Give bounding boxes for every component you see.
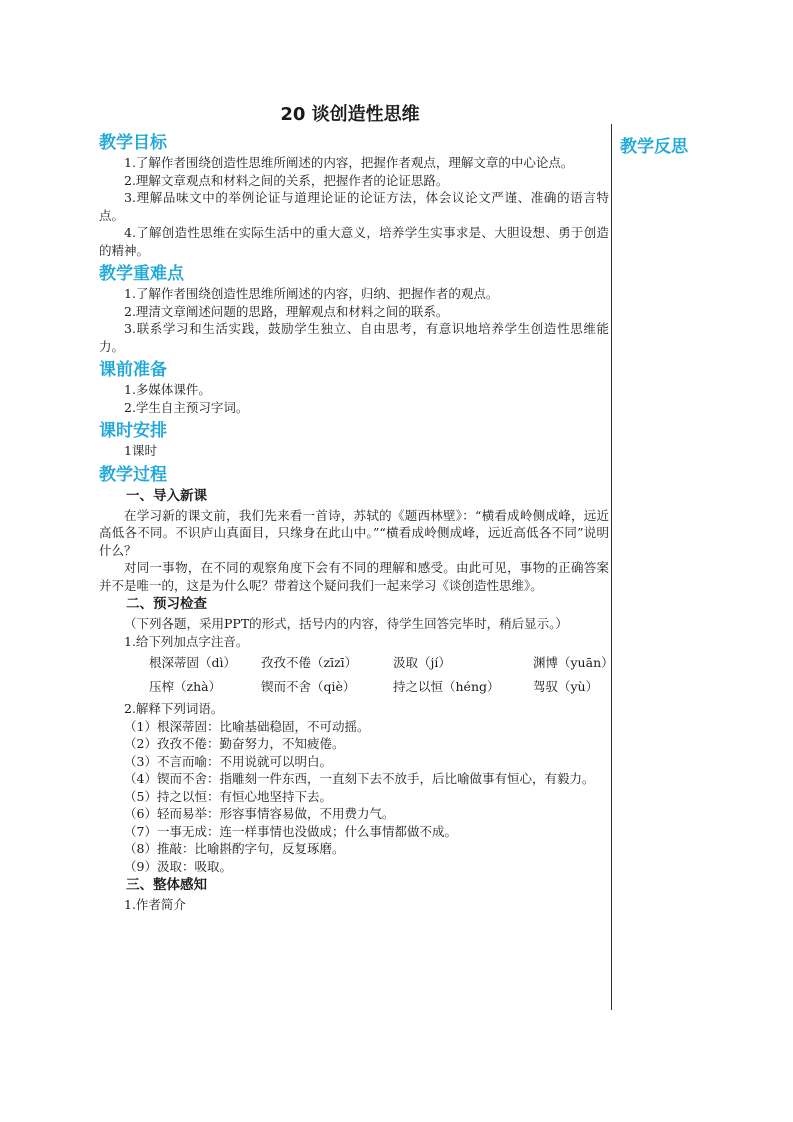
main-column xyxy=(99,132,614,918)
definition-item: （7）一事无成：连一样事情也没做成；什么事情都做不成。 xyxy=(124,823,457,839)
pinyin-term: 汲取（jí） xyxy=(393,655,451,670)
pinyin-term: 驾驭（yù） xyxy=(533,679,599,694)
definition-item: （1）根深蒂固：比喻基础稳固，不可动摇。 xyxy=(124,718,370,734)
schedule-text: 1课时 xyxy=(124,443,157,458)
goal-item: 2.理解文章观点和材料之间的关系，把握作者的论证思路。 xyxy=(124,172,449,188)
key-point-item: 3.联系学习和生活实践，鼓励学生独立、自由思考，有意识地培养学生创造性思维能力。 xyxy=(99,321,609,354)
pinyin-term: 持之以恒（héng） xyxy=(393,679,500,694)
schedule-section xyxy=(99,420,609,460)
goal-item: 3.理解品味文中的举例论证与道理论证的论证方法，体会议论文严谨、准确的语言特点。 xyxy=(99,190,609,223)
intro-paragraph: 对同一事物，在不同的观察角度下会有不同的理解和感受。由此可见，事物的正确答案并不是唯一的，这是为什么呢？带着这个疑问我们一起来学习《谈创造性思维》。 xyxy=(99,560,609,593)
question-2: 2.解释下列词语。 xyxy=(124,701,224,716)
page-title: 20 谈创造性思维 xyxy=(280,104,420,125)
pinyin-term: 压榨（zhà） xyxy=(149,679,222,694)
definition-item: （5）持之以恒：有恒心地坚持下去。 xyxy=(124,788,332,804)
reflection-heading: 教学反思 xyxy=(620,137,688,157)
prep-heading: 课前准备 xyxy=(99,360,167,380)
pinyin-row-2 xyxy=(99,676,609,698)
key-point-item: 2.理清文章阐述问题的思路，理解观点和材料之间的联系。 xyxy=(124,303,449,319)
definition-item: （8）推敲：比喻斟酌字句，反复琢磨。 xyxy=(124,841,345,856)
key-points-heading: 教学重难点 xyxy=(99,264,184,284)
subsection-title-preview: 二、预习检查 xyxy=(126,596,207,612)
goals-heading: 教学目标 xyxy=(99,133,167,153)
pinyin-term: 孜孜不倦（zīzī） xyxy=(261,655,358,670)
intro-paragraph: 在学习新的课文前，我们先来看一首诗，苏轼的《题西林壁》：“横看成岭侧成峰，远近高低各不同。不识庐山真面目，只缘身在此山中。”“横看成岭侧成峰，远近高低各不同”说明什么？ xyxy=(99,507,609,558)
schedule-heading: 课时安排 xyxy=(99,421,167,441)
key-point-item: 1.了解作者围绕创造性思维所阐述的内容，归纳、把握作者的观点。 xyxy=(124,286,499,301)
process-section xyxy=(99,464,614,914)
definition-item: （9）汲取：吸取。 xyxy=(124,858,232,874)
question-1: 1.给下列加点字注音。 xyxy=(124,633,249,649)
goals-section xyxy=(99,132,609,259)
process-heading: 教学过程 xyxy=(99,464,167,485)
subsection-title-intro: 一、导入新课 xyxy=(126,487,207,504)
goal-item: 4.了解创造性思维在实际生活中的重大意义，培养学生实事求是、大胆设想、勇于创造的精神。 xyxy=(99,225,609,258)
definition-item: （2）孜孜不倦：勤奋努力，不知疲倦。 xyxy=(124,736,345,751)
prep-item: 1.多媒体课件。 xyxy=(124,382,211,397)
prep-section xyxy=(99,359,609,416)
prep-item: 2.学生自主预习字词。 xyxy=(124,399,249,415)
pinyin-term: 根深蒂固（dì） xyxy=(149,655,236,670)
subsection-title-overview: 三、整体感知 xyxy=(126,877,207,893)
overview-item: 1.作者简介 xyxy=(124,897,186,912)
definition-item: （4）锲而不舍：指雕刻一件东西，一直刻下去不放手，后比喻做事有恒心，有毅力。 xyxy=(124,771,595,786)
goal-item: 1.了解作者围绕创造性思维所阐述的内容，把握作者观点，理解文章的中心论点。 xyxy=(124,155,574,170)
key-points-section xyxy=(99,263,609,355)
preview-note: （下列各题，采用PPT的形式，括号内的内容，待学生回答完毕时，稍后显示。） xyxy=(124,616,568,631)
definition-item: （6）轻而易举：形容事情容易做，不用费力气。 xyxy=(124,806,395,821)
pinyin-term: 渊博（yuān） xyxy=(533,655,614,670)
column-divider xyxy=(611,124,612,1010)
pinyin-row-1 xyxy=(99,652,614,674)
definition-item: （3）不言而喻：不用说就可以明白。 xyxy=(124,753,332,769)
pinyin-term: 锲而不舍（qiè） xyxy=(261,679,356,694)
